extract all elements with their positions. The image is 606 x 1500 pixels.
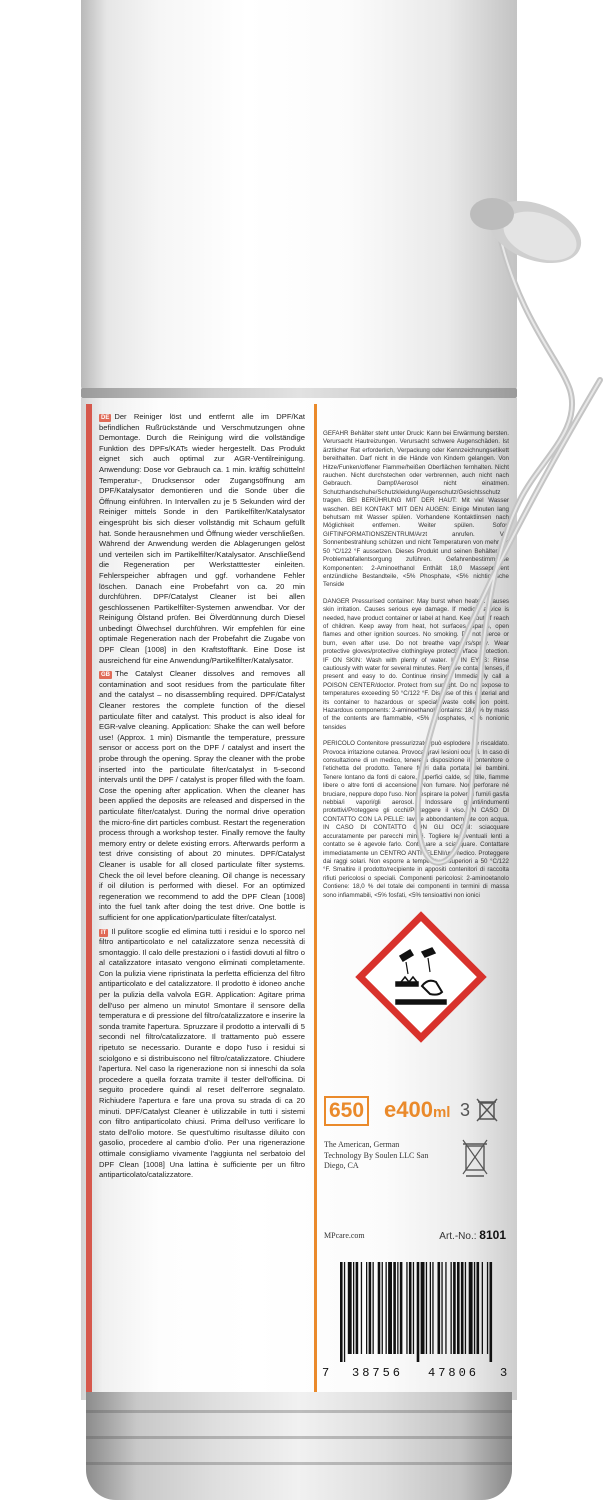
article-number (439, 1228, 506, 1242)
barcode-bar (413, 1262, 414, 1354)
barcode-bar (469, 1262, 473, 1354)
can-bottom (86, 1392, 512, 1500)
article-value: 8101 (479, 1228, 506, 1242)
text-de (99, 412, 305, 666)
safety-de: GEFAHR Behälter steht unter Druck: Kann bei Erwärmung bersten. Verursacht Hautreizungen. Verursacht schwere Augenschäden. Ist ärztlicher Rat erforderlich, Verpackung oder Kennzeichnungsetikett bereithalten. Darf nicht in die Hände von Kindern gelangen. Von Hitze/Funken/offener Flamme/heißen Oberflächen fernhalten. Nicht rauchen. Nicht durchstechen oder verbrennen, auch nicht nach Gebrauch. Dampf/Aerosol nicht einatmen. Schutzhandschuhe/Schutzkleidung/Augenschutz/Gesichtsschutz tragen. BEI BERÜHRUNG MIT DER HAUT: Mit viel Wasser waschen. BEI KONTAKT MIT DEN AUGEN: Einige Minuten lang behutsam mit Wasser spülen. Vorhandene Kontaktlinsen nach Möglichkeit entfernen. Weiter spülen. Sofort GIFTINFORMATIONSZENTRUM/Arzt anrufen. Vor Sonnenbestrahlung schützen und nicht Temperaturen von mehr als 50 °C/122 °F aussetzen. Dieses Produkt und seinen Behälter der Problemabfallentsorgung zuführen. Gefahrenbestimmende Komponenten: 2-Aminoethanol Enthält 18,0 Masseprozent entzündliche Bestandteile, <5% Phosphate, <5% nichtionische Tenside (323, 430, 509, 589)
safety-it: PERICOLO Contenitore pressurizzato: può esplodere se riscaldato. Provoca irritazione cutanea. Provoca gravi lesioni oculari. In caso di consultazione di un medico, tenere a disposizione il contenitore o l'etichetta del prodotto. Tenere fuori dalla portata dei bambini. Tenere lontano da fonti di calore, superfici calde, scintille, fiamme libere o altre fonti di accensione. Non fumare. Non perforare né bruciare, neppure dopo l'uso. Non respirare la polvere/i fumi/i gas/la nebbia/i vapori/gli aerosol. Indossare guanti/indumenti protettivi/Proteggere gli occhi/Proteggere il viso. IN CASO DI CONTATTO CON LA PELLE: lavare abbondantemente con acqua. IN CASO DI CONTATTO CON GLI OCCHI: sciacquare accuratamente per parecchi minuti. Togliere le eventuali lenti a contatto se è agevole farlo. Continuare a sciacquare. Contattare immediatamente un CENTRO ANTIVELENI/un medico. Proteggere dai raggi solari. Non esporre a temperature superiori a 50 °C/122 °F. Smaltire il prodotto/recipiente in appositi contenitori di raccolta rifiuti pericolosi o speciali. Componenti pericolosi: 2-aminoetanolo Contiene: 18,0 % del totale dei componenti in termini di massa sono infiammabili, <5% fosfati, <5% tensioattivi non ionici (323, 740, 509, 899)
volume-row (324, 1096, 514, 1126)
barcode-bar (361, 1262, 362, 1354)
estimated-sign: e (384, 1097, 397, 1122)
red-stripe (86, 404, 92, 1392)
barcode-last: 3 (500, 1366, 508, 1380)
lang-tag-it: IT (101, 929, 107, 936)
barcode-digits (322, 1366, 512, 1380)
barcode-bar (366, 1262, 367, 1354)
barcode-bar (409, 1262, 412, 1354)
text-gb (99, 669, 305, 923)
barcode-bar (344, 1262, 345, 1362)
barcode-bar (400, 1262, 403, 1354)
article-label: Art.-No.: (439, 1231, 477, 1242)
barcode-bar (417, 1262, 420, 1362)
volume-value: 400 (396, 1097, 433, 1122)
lang-tag-gb: GB (101, 672, 110, 679)
barcode-bar (356, 1262, 359, 1354)
instructions-column (99, 412, 305, 1387)
barcode-bar (461, 1262, 464, 1354)
crossed-bin-icon (476, 1098, 498, 1122)
barcode-bar (432, 1262, 433, 1354)
can-rim (86, 1436, 512, 1439)
barcode-bar (406, 1262, 407, 1354)
barcode-bar (453, 1262, 456, 1354)
text-gb-body: The Catalyst Cleaner dissolves and removes all contamination and soot residues from the particulate filter and the catalyst – no disassembling required. DPF/Catalyst Cleaner restores the complete function of the diesel particulate filter and catalyst. This product is also ideal for EGR-valve cleaning. Application: Shake the can well before use! (Approx. 1 min) Dismantle the temperature, pressure sensor or access port on the DPF / catalyst and insert the probe through the opening. Spray the cleaner with the probe inserted into the particulate filter/catalyst in 5-second intervals until the DPF / catalyst is proper filled with the foam. Cose the opening after application. When the cleaner has been applied the deposits are released and dispersed in the particulate filter/catalyst. During the normal drive operation the micro-fine dirt particles combust. Restart the regeneration process through a workshop tester. Finally remove the faulty memory entry or delete existing errors. Afterwards perform a test drive consisting of about 20 minutes. DPF/Catalyst Cleaner is usable for all closed particulate filter systems. Check the oil level before cleaning. Oil change is necessary if oil dilution is performed with diesel. For an optimized regeneration we recommend to add the DPF Clean [1008] into the fuel tank after doing the test drive. One bottle is sufficient for one application/particulate filter/catalyst. (99, 669, 305, 922)
safety-gb: DANGER Pressurised container: May burst when heated. Causes skin irritation. Causes serious eye damage. If medical advice is needed, have product container or label at hand. Keep out of reach of children. Keep away from heat, hot surfaces, sparks, open flames and other ignition sources. No smoking. Do not pierce or burn, even after use. Do not breathe vapours/spray. Wear protective gloves/protective clothing/eye protection/face protection. IF ON SKIN: Wash with plenty of water. IF IN EYES: Rinse cautiously with water for several minutes. Remove contact lenses, if present and easy to do. Continue rinsing. Immediately call a POISON CENTER/doctor. Protect from sunlight. Do not expose to temperatures exceeding 50 °C/122 °F. Dispose of this material and its container to hazardous or special waste collection point. Hazardous components: 2-aminoethanol Contains: 18,0 % by mass of the contents are flammable, <5% phosphates, <5% nonionic tensides (323, 597, 509, 731)
barcode-bar (477, 1262, 480, 1354)
barcode-bar (426, 1262, 427, 1354)
barcode-first: 7 (322, 1366, 330, 1380)
barcode-bar (369, 1262, 372, 1354)
barcode-bar (487, 1262, 488, 1354)
barcode-bar (465, 1262, 466, 1354)
can-rim (86, 1410, 512, 1413)
orange-divider (314, 404, 317, 1392)
can-rim (86, 1462, 512, 1465)
barcode-left: 38756 (352, 1366, 404, 1380)
metric-glyph: 3 (460, 1100, 471, 1120)
website-url: MPcare.com (324, 1231, 365, 1240)
barcode-bar (474, 1262, 475, 1354)
company-text: The American, German Technology By Soulen LLC San Diego, CA (324, 1140, 429, 1170)
text-de-body: Der Reiniger löst und entfernt alle im DPF/Kat befindlichen Rußrückstände und Verschmutzungen ohne Demontage. Durch die Reinigung wird die vollständige Funktion des DPFs/KATs wieder hergestellt. Das Produkt eignet sich auch optimal zur AGR-Ventilreinigung. Anwendung: Dose vor Gebrauch ca. 1 min. kräftig schütteln! Temperatur-, Drucksensor oder Zugangsöffnung am DPF/Katalysator demontieren und die Sonde über die Öffnung einführen. In Intervallen zu je 5 Sekunden wird der Reiniger mittels Sonde in den Partikelfilter/Katalysator eingesprüht bis sich dieser vollständig mit Schaum gefüllt hat. Sonde herausnehmen und Öffnung wieder verschließen. Während der Anwendung werden die Ablagerungen gelöst und verteilen sich im Partikelfilter/Katalysator. Anschließend die Regeneration per Werkstatttester einleiten. Fehlerspeicher abfragen und ggf. vorhandene Fehler löschen. Danach eine Probefahrt von ca. 20 min durchführen. DPF/Catalyst Cleaner ist bei allen geschlossenen Partikelfilter-Systemen anwendbar. Vor der Reinigung Ölstand prüfen. Bei Ölverdünnung durch Diesel unbedingt Ölwechsel durchführen. Wir empfehlen für eine optimale Regeneration nach der Probefahrt die Zugabe von DPF Clean [1008] in den Kraftstofftank. Eine Dose ist ausreichend für eine Anwendung/Partikelfilter/Katalysator. (99, 412, 305, 665)
barcode-bar (482, 1262, 483, 1354)
text-it-body: Il pulitore scoglie ed elimina tutti i residui e lo sporco nel filtro antiparticolato e nel catalizzatore senza necessità di smontaggio. Il calo delle prestazioni o i fastidi dovuti al filtro o al catalizzatore intasato vengono eliminati completamente. Con la pulizia viene ripristinata la perfetta efficienza del filtro antiparticolato e del catalizzatore. Il prodotto è idoneo anche per la pulizia della valvola EGR. Application: Agitare prima dell'uso per almeno un minuto! Smontare il sensore della temperatura e di pressione del filtro/catalizzatore e inserire la sonda tramite l'apertura. Spruzzare il prodotto a intervalli di 5 secondi nel filtro/catalizzatore. Il trattamento può essere ripetuto se necessario. Durante e dopo l'uso i residui si sciolgono e si distribuiscono nel filtro/catalizzatore. Chiudere l'apertura. Nel caso la rigenerazione non si inneschi da sola procedere a quella forzata tramite il tester dell'officina. Di seguito procedere quindi al reset dell'errore segnalato. Richiudere l'apertura e fare una prova su strada di ca 20 minuti. DPF/Catalyst Cleaner è utilizzabile in tutti i sistemi con filtro antiparticolato chiusi. Prima dell'uso verificare lo stato dell'olio motore. Se quest'ultimo risultasse diluito con gasolio, procedere al cambio d'olio. Per una rigenerazione ottimale consigliamo vivamente l'aggiunta nel serbatoio del DPF Clean [1008] Una lattina è sufficiente per un filtro antiparticolato/catalizzatore. (99, 926, 305, 1180)
barcode-bar (388, 1262, 392, 1354)
recycle-bin-icon (460, 1134, 490, 1178)
volume (384, 1096, 450, 1127)
barcode-bar (441, 1262, 442, 1354)
barcode-bar (438, 1262, 441, 1354)
barcode-bar (340, 1262, 343, 1362)
barcode-bar (445, 1262, 446, 1354)
corrosion-hazard-icon (356, 912, 486, 1042)
barcode-bar (378, 1262, 381, 1354)
barcode-bar (421, 1262, 425, 1354)
lang-tag-de: DE (101, 415, 110, 421)
footer-row (324, 1228, 514, 1242)
barcode-bar (393, 1262, 396, 1354)
barcode-bar (348, 1262, 352, 1354)
safety-column (323, 430, 509, 899)
barcode-bar (353, 1262, 354, 1354)
barcode-bar (451, 1262, 452, 1354)
barcode-bar (382, 1262, 383, 1354)
barcode-right: 47806 (428, 1366, 480, 1380)
barcode-bar (457, 1262, 460, 1354)
barcode-bar (397, 1262, 398, 1354)
barcode-bar (430, 1262, 431, 1354)
text-it (99, 927, 305, 1181)
product-number: 650 (324, 1096, 369, 1126)
barcode (336, 1262, 496, 1362)
barcode-bar (386, 1262, 387, 1354)
can-cap (81, 0, 517, 392)
barcode-bar (373, 1262, 374, 1354)
volume-unit: ml (432, 1104, 451, 1121)
recycle-symbols (460, 1096, 470, 1124)
barcode-bar (490, 1262, 493, 1362)
